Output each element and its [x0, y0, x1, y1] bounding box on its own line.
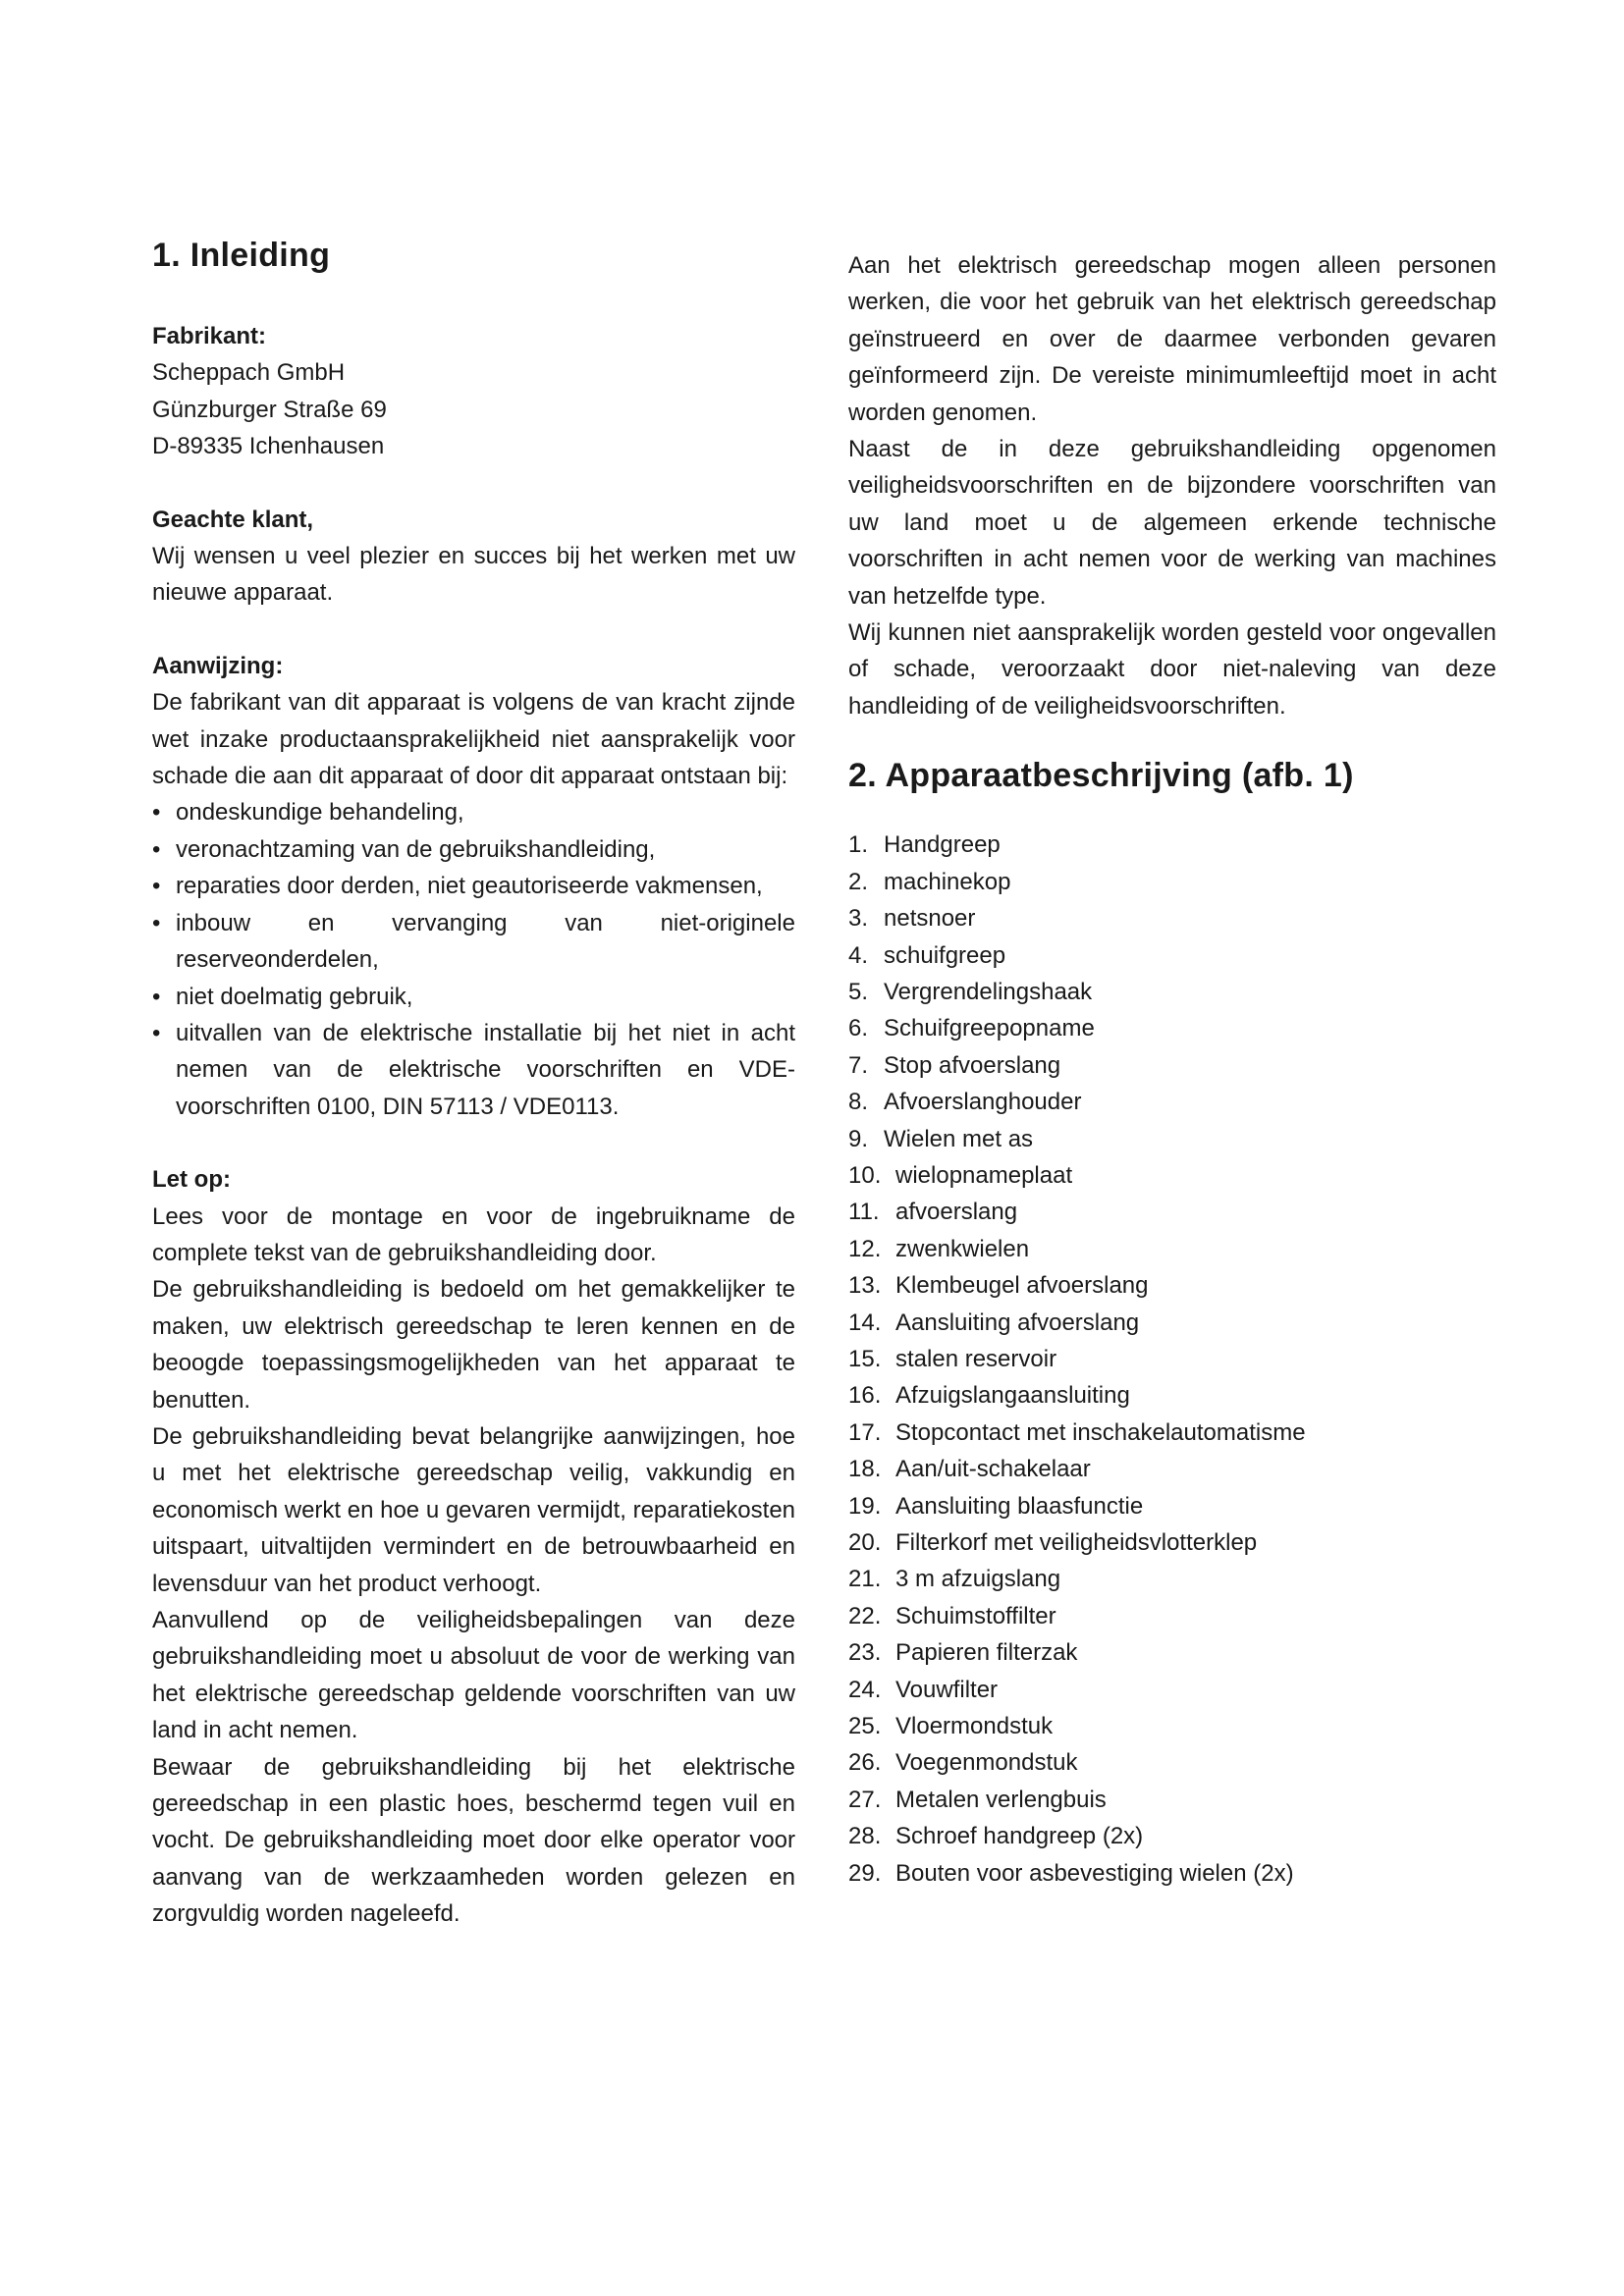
part-label: zwenkwielen: [895, 1235, 1030, 1262]
part-label: Metalen verlengbuis: [895, 1786, 1107, 1813]
parts-list: [848, 827, 1496, 1892]
parts-list-item: [848, 1855, 1496, 1892]
part-label: Vouwfilter: [895, 1676, 999, 1703]
part-number: 1.: [848, 831, 869, 859]
manufacturer-line: D-89335 Ichenhausen: [152, 433, 385, 460]
left-column: [152, 234, 795, 1933]
list-item: • niet doelmatig gebruik,: [152, 979, 795, 1015]
part-number: 16.: [848, 1382, 882, 1410]
parts-list-item: [848, 1084, 1496, 1120]
parts-list-item: [848, 1708, 1496, 1744]
list-item: • reparaties door derden, niet geautoriseerde vakmensen,: [152, 868, 795, 904]
part-number: 18.: [848, 1456, 882, 1483]
safety-paragraph: Wij kunnen niet aansprakelijk worden gesteld voor ongevallen of schade, veroorzaakt door niet-naleving van deze handleiding of de veiligheidsvoorschriften.: [848, 619, 1496, 720]
safety-paragraph: Naast de in deze gebruikshandleiding opgenomen veiligheidsvoorschriften en de bijzondere voorschriften van uw land moet u de algemeen erkende technische voorschriften in acht nemen voor de werking van machines van hetzelfde type.: [848, 436, 1496, 610]
part-label: stalen reservoir: [895, 1345, 1057, 1372]
part-number: 14.: [848, 1308, 882, 1336]
parts-list-item: [848, 1672, 1496, 1708]
parts-list-item: [848, 1744, 1496, 1781]
parts-list-item: [848, 827, 1496, 863]
greeting-text: Wij wensen u veel plezier en succes bij het werken met uw nieuwe apparaat.: [152, 543, 795, 607]
safety-paragraph: Aan het elektrisch gereedschap mogen alleen personen werken, die voor het gebruik van het elektrisch gereedschap geïnstrueerd en over de daarmee verbonden gevaren geïnformeerd zijn. De vereiste minimumleeftijd moet in acht worden genomen.: [848, 252, 1496, 426]
greeting-block: [152, 502, 795, 612]
list-item: • inbouw en vervanging van niet-originele reserveonderdelen,: [152, 905, 795, 979]
part-label: Schuimstoffilter: [895, 1602, 1056, 1629]
parts-list-item: [848, 974, 1496, 1010]
part-label: afvoerslang: [895, 1199, 1018, 1226]
greeting-label: Geachte klant,: [152, 506, 314, 533]
part-number: 3.: [848, 905, 869, 933]
part-label: Vergrendelingshaak: [884, 978, 1093, 1005]
notice-block: [152, 648, 795, 1125]
parts-list-item: [848, 1488, 1496, 1524]
part-label: machinekop: [884, 868, 1011, 895]
part-number: 12.: [848, 1235, 882, 1262]
part-number: 29.: [848, 1859, 882, 1887]
part-number: 13.: [848, 1272, 882, 1300]
part-label: Afvoerslanghouder: [884, 1089, 1082, 1116]
part-number: 9.: [848, 1125, 869, 1152]
part-label: Stop afvoerslang: [884, 1051, 1061, 1079]
part-number: 26.: [848, 1749, 882, 1777]
part-label: Voegenmondstuk: [895, 1749, 1078, 1777]
manufacturer-line: Scheppach GmbH: [152, 359, 346, 387]
notice-text: De fabrikant van dit apparaat is volgens de van kracht zijnde wet inzake productaansprakelijkheid niet aansprakelijk voor schade die aan dit apparaat of door dit apparaat ontstaan bij:: [152, 689, 795, 790]
parts-list-item: [848, 1598, 1496, 1634]
attention-paragraph: De gebruikshandleiding is bedoeld om het gemakkelijker te maken, uw elektrisch gereedschap te leren kennen en de beoogde toepassingsmogelijkheden van het apparaat te benutten.: [152, 1276, 795, 1414]
part-label: Handgreep: [884, 831, 1001, 859]
list-item: • veronachtzaming van de gebruikshandleiding,: [152, 831, 795, 868]
part-number: 20.: [848, 1529, 882, 1556]
parts-list-item: [848, 1377, 1496, 1414]
part-label: Schroef handgreep (2x): [895, 1823, 1144, 1850]
part-label: Aansluiting afvoerslang: [895, 1308, 1140, 1336]
part-label: Aan/uit-schakelaar: [895, 1456, 1091, 1483]
parts-list-item: [848, 1524, 1496, 1561]
part-number: 23.: [848, 1639, 882, 1667]
parts-list-item: [848, 1634, 1496, 1671]
parts-list-item: [848, 1157, 1496, 1194]
part-number: 27.: [848, 1786, 882, 1813]
parts-list-item: [848, 1305, 1496, 1341]
section-heading-introduction: 1. Inleiding: [152, 237, 331, 274]
safety-text-block: [848, 247, 1496, 724]
part-number: 2.: [848, 868, 869, 895]
part-label: Papieren filterzak: [895, 1639, 1078, 1667]
attention-label: Let op:: [152, 1166, 231, 1194]
parts-list-item: [848, 1451, 1496, 1487]
parts-list-item: [848, 1047, 1496, 1084]
part-label: 3 m afzuigslang: [895, 1566, 1061, 1593]
part-number: 19.: [848, 1492, 882, 1520]
parts-list-item: [848, 937, 1496, 974]
manufacturer-line: Günzburger Straße 69: [152, 396, 387, 423]
part-number: 11.: [848, 1199, 880, 1226]
parts-list-item: [848, 1121, 1496, 1157]
parts-list-item: [848, 1341, 1496, 1377]
parts-list-item: [848, 1194, 1496, 1230]
parts-list-item: [848, 1415, 1496, 1451]
attention-paragraph: Bewaar de gebruikshandleiding bij het elektrische gereedschap in een plastic hoes, beschermd tegen vuil en vocht. De gebruikshandleiding moet door elke operator voor aanvang van de werkzaamheden worden gelezen en zorgvuldig worden nageleefd.: [152, 1753, 795, 1928]
part-number: 6.: [848, 1015, 869, 1042]
parts-list-item: [848, 1231, 1496, 1267]
part-number: 4.: [848, 941, 869, 969]
manufacturer-block: [152, 318, 795, 465]
section-heading-device-description: 2. Apparaatbeschrijving (afb. 1): [848, 757, 1354, 795]
part-number: 25.: [848, 1713, 882, 1740]
part-label: Klembeugel afvoerslang: [895, 1272, 1149, 1300]
part-label: Stopcontact met inschakelautomatisme: [895, 1418, 1306, 1446]
parts-list-item: [848, 1782, 1496, 1818]
part-label: Schuifgreepopname: [884, 1015, 1095, 1042]
parts-list-item: [848, 864, 1496, 900]
part-label: Wielen met as: [884, 1125, 1034, 1152]
part-label: Filterkorf met veiligheidsvlotterklep: [895, 1529, 1258, 1556]
parts-list-item: [848, 1818, 1496, 1854]
part-label: wielopnameplaat: [895, 1161, 1073, 1189]
part-number: 7.: [848, 1051, 869, 1079]
parts-list-item: [848, 900, 1496, 936]
right-column: [848, 234, 1496, 1892]
part-label: schuifgreep: [884, 941, 1006, 969]
part-number: 15.: [848, 1345, 882, 1372]
notice-label: Aanwijzing:: [152, 652, 284, 679]
attention-paragraph: De gebruikshandleiding bevat belangrijke aanwijzingen, hoe u met het elektrische gereedschap veilig, vakkundig en economisch werkt en hoe u gevaren vermijdt, reparatiekosten uitspaart, uitvaltijden vermindert en de betrouwbaarheid en levensduur van het product verhoogt.: [152, 1422, 796, 1597]
part-number: 17.: [848, 1418, 882, 1446]
parts-list-item: [848, 1267, 1496, 1304]
part-label: Aansluiting blaasfunctie: [895, 1492, 1144, 1520]
part-label: Bouten voor asbevestiging wielen (2x): [895, 1859, 1294, 1887]
part-number: 24.: [848, 1676, 882, 1703]
list-item: • ondeskundige behandeling,: [152, 794, 795, 830]
part-number: 28.: [848, 1823, 882, 1850]
part-label: Afzuigslangaansluiting: [895, 1382, 1130, 1410]
attention-block: [152, 1161, 795, 1933]
part-label: netsnoer: [884, 905, 976, 933]
part-number: 22.: [848, 1602, 882, 1629]
parts-list-item: [848, 1561, 1496, 1597]
liability-exclusion-list: [152, 794, 795, 1125]
part-number: 10.: [848, 1161, 882, 1189]
part-number: 8.: [848, 1089, 869, 1116]
attention-paragraph: Aanvullend op de veiligheidsbepalingen van deze gebruikshandleiding moet u absoluut de voor de werking van het elektrische gereedschap geldende voorschriften van uw land in acht nemen.: [152, 1607, 795, 1744]
parts-list-item: [848, 1010, 1496, 1046]
manufacturer-label: Fabrikant:: [152, 323, 267, 349]
part-number: 5.: [848, 978, 869, 1005]
list-item: • uitvallen van de elektrische installatie bij het niet in acht nemen van de elektrische voorschriften en VDE-voorschriften 0100, DIN 57113 / VDE0113.: [152, 1015, 795, 1125]
part-number: 21.: [848, 1566, 882, 1593]
part-label: Vloermondstuk: [895, 1713, 1054, 1740]
attention-paragraph: Lees voor de montage en voor de ingebruikname de complete tekst van de gebruikshandleiding door.: [152, 1202, 795, 1266]
